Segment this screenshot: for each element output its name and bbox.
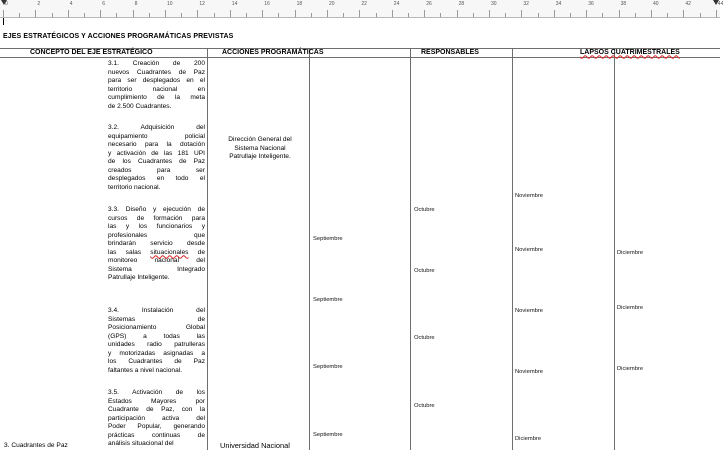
text-cursor bbox=[3, 18, 4, 25]
paragraph-line: análisis situacional del bbox=[108, 440, 174, 447]
schedule-cell-diciembre[interactable]: Diciembre bbox=[617, 305, 644, 311]
paragraph-line: Sistemas de bbox=[108, 315, 205, 323]
ruler-tick bbox=[586, 10, 587, 17]
schedule-cell-septiembre[interactable]: Septiembre bbox=[313, 364, 343, 370]
column-divider bbox=[309, 48, 310, 450]
ruler-tick bbox=[19, 13, 20, 17]
paragraph-line: nuevos Cuadrantes de Paz bbox=[108, 68, 205, 76]
paragraph-line: equipamiento policial bbox=[108, 132, 205, 140]
ruler-tick bbox=[667, 13, 668, 17]
ruler-tick bbox=[327, 10, 328, 17]
ruler-tick bbox=[700, 13, 701, 17]
responsable-direccion[interactable]: Dirección General del Sistema Nacional Patrullaje Inteligente. bbox=[228, 136, 292, 160]
ruler-tick bbox=[52, 13, 53, 17]
paragraph-line: 3.4. Instalación del bbox=[108, 307, 205, 314]
paragraph-line: 3.5. Activación de los bbox=[108, 389, 205, 396]
ruler[interactable] bbox=[0, 0, 723, 18]
paragraph-line: las y los funcionarios y bbox=[108, 223, 205, 230]
ruler-tick bbox=[295, 10, 296, 17]
ruler-tick bbox=[408, 13, 409, 17]
ruler-tick bbox=[343, 13, 344, 17]
section-heading: EJES ESTRATÉGICOS Y ACCIONES PROGRAMÁTICAS PREVISTAS bbox=[3, 33, 234, 40]
column-header-lapsos: LAPSOS CUATRIMESTRALES bbox=[580, 48, 680, 56]
ruler-tick bbox=[635, 13, 636, 17]
paragraph-line: Sistema Integrado bbox=[108, 265, 205, 273]
paragraph-line: cursos de formación para bbox=[108, 214, 205, 222]
paragraph-line: (GPS) a todas las bbox=[108, 332, 205, 340]
schedule-cell-noviembre[interactable]: Noviembre bbox=[515, 369, 544, 375]
paragraph-line: y activación de las 181 UPI bbox=[108, 149, 205, 157]
ruler-label: 12 bbox=[199, 1, 205, 7]
column-header-responsables: RESPONSABLES bbox=[421, 48, 479, 56]
paragraph-line: los Cuadrantes de Paz bbox=[108, 358, 205, 365]
paragraph-line: prácticas continuas de bbox=[108, 431, 205, 439]
schedule-cell-noviembre[interactable]: Noviembre bbox=[515, 193, 544, 199]
ruler-label: 34 bbox=[555, 1, 562, 7]
ruler-tick bbox=[619, 10, 620, 17]
ruler-label: 20 bbox=[329, 1, 335, 7]
column-divider bbox=[410, 48, 411, 450]
schedule-cell-noviembre[interactable]: Noviembre bbox=[515, 308, 544, 314]
ruler-label: 14 bbox=[231, 1, 238, 7]
ruler-tick bbox=[376, 13, 377, 17]
ruler-label: 32 bbox=[523, 1, 529, 7]
ruler-tick bbox=[116, 13, 117, 17]
paragraph-line: monitoreo nacional del bbox=[108, 257, 205, 264]
ruler-tick bbox=[489, 10, 490, 17]
column-header-acciones: ACCIONES PROGRAMÁTICAS bbox=[222, 48, 324, 56]
ruler-tick bbox=[100, 10, 101, 17]
schedule-cell-octubre[interactable]: Octubre bbox=[414, 335, 435, 341]
ruler-label: 38 bbox=[620, 1, 627, 7]
ruler-tick bbox=[262, 10, 263, 17]
ruler-label: 44 bbox=[717, 1, 723, 7]
ruler-tick bbox=[278, 13, 279, 17]
ruler-label: 22 bbox=[361, 1, 367, 7]
paragraph-line: Posicionamiento Global bbox=[108, 324, 205, 331]
ruler-label: 0 bbox=[5, 1, 8, 7]
ruler-tick bbox=[570, 13, 571, 17]
schedule-cell-octubre[interactable]: Octubre bbox=[414, 268, 435, 274]
paragraph-line: 3.3. Diseño y ejecución de bbox=[108, 206, 205, 213]
ruler-tick bbox=[359, 10, 360, 17]
schedule-cell-diciembre[interactable]: Diciembre bbox=[515, 436, 542, 442]
paragraph-line: participación activa del bbox=[108, 414, 205, 422]
ruler-label: 30 bbox=[491, 1, 497, 7]
ruler-label: 42 bbox=[685, 1, 691, 7]
ruler-tick bbox=[311, 13, 312, 17]
schedule-cell-septiembre[interactable]: Septiembre bbox=[313, 297, 343, 303]
ruler-label: 6 bbox=[102, 1, 105, 7]
schedule-cell-noviembre[interactable]: Noviembre bbox=[515, 247, 544, 253]
ruler-tick bbox=[3, 10, 4, 17]
ruler-tick bbox=[230, 10, 231, 17]
ruler-tick bbox=[214, 13, 215, 17]
schedule-cell-octubre[interactable]: Octubre bbox=[414, 207, 435, 213]
action-3-1[interactable] bbox=[108, 60, 205, 111]
ruler-tick bbox=[602, 13, 603, 17]
paragraph-line: unidades radio patrulleras bbox=[108, 341, 205, 348]
ruler-tick bbox=[181, 13, 182, 17]
ruler-tick bbox=[35, 10, 36, 17]
paragraph-line: Estados Mayores por bbox=[108, 397, 205, 405]
paragraph-line: las salas situacionales de bbox=[108, 248, 205, 256]
paragraph-line: Poder Popular, generando bbox=[108, 423, 205, 430]
paragraph-line: Cuadrante de Paz, con la bbox=[108, 406, 205, 413]
schedule-cell-septiembre[interactable]: Septiembre bbox=[313, 236, 343, 242]
action-3-2[interactable] bbox=[108, 124, 205, 192]
paragraph-line: para ser desplegados en el bbox=[108, 77, 205, 84]
ruler-tick bbox=[68, 10, 69, 17]
ruler-tick bbox=[683, 10, 684, 17]
paragraph-line: Patrullaje Inteligente. bbox=[108, 274, 170, 281]
paragraph-line: y motorizadas asignadas a bbox=[108, 349, 205, 357]
ruler-tick bbox=[133, 10, 134, 17]
ruler-label: 40 bbox=[653, 1, 659, 7]
header-bottom-border bbox=[0, 57, 720, 58]
ruler-tick bbox=[392, 10, 393, 17]
paragraph-line: cumplimiento de la meta bbox=[108, 94, 205, 101]
ruler-tick bbox=[246, 13, 247, 17]
ruler-tick bbox=[505, 13, 506, 17]
action-3-5[interactable] bbox=[108, 389, 205, 449]
ruler-tick bbox=[538, 13, 539, 17]
ruler-tick bbox=[651, 10, 652, 17]
paragraph-line: territorio nacional en bbox=[108, 85, 205, 93]
ruler-tick bbox=[554, 10, 555, 17]
paragraph-line: necesario para la dotación bbox=[108, 141, 205, 148]
schedule-cell-septiembre[interactable]: Septiembre bbox=[313, 432, 343, 438]
paragraph-line: creados para ser bbox=[108, 166, 205, 174]
ruler-tick bbox=[473, 13, 474, 17]
ruler-label: 2 bbox=[37, 1, 41, 7]
action-3-4[interactable] bbox=[108, 307, 205, 375]
ruler-label: 4 bbox=[69, 1, 73, 7]
paragraph-line: desplegados en todo el bbox=[108, 175, 205, 182]
ruler-label: 18 bbox=[296, 1, 303, 7]
schedule-cell-diciembre[interactable]: Diciembre bbox=[617, 366, 644, 372]
schedule-cell-diciembre[interactable]: Diciembre bbox=[617, 250, 644, 256]
ruler-label: 10 bbox=[167, 1, 173, 7]
schedule-cell-octubre[interactable]: Octubre bbox=[414, 403, 435, 409]
paragraph-line: de los Cuadrantes de Paz bbox=[108, 158, 205, 165]
column-header-concepto: CONCEPTO DEL EJE ESTRATÉGICO bbox=[30, 48, 153, 56]
column-divider bbox=[207, 48, 208, 450]
paragraph-line: 3.2. Adquisición del bbox=[108, 124, 205, 131]
ruler-label: 28 bbox=[458, 1, 465, 7]
paragraph-line: territorio nacional. bbox=[108, 183, 161, 191]
responsable-universidad[interactable]: Universidad Nacional bbox=[220, 441, 290, 450]
ruler-tick bbox=[84, 13, 85, 17]
concept-cuadrantes[interactable]: 3. Cuadrantes de Paz bbox=[4, 442, 68, 449]
ruler-label: 36 bbox=[588, 1, 594, 7]
column-divider bbox=[614, 48, 615, 450]
ruler-tick bbox=[197, 10, 198, 17]
ruler-label: 26 bbox=[426, 1, 432, 7]
ruler-tick bbox=[149, 13, 150, 17]
ruler-tick bbox=[440, 13, 441, 17]
ruler-tick bbox=[457, 10, 458, 17]
paragraph-line: profesionales que bbox=[108, 231, 205, 239]
ruler-label: 24 bbox=[393, 1, 400, 7]
ruler-tick bbox=[424, 10, 425, 17]
paragraph-line: 3.1. Creación de 200 bbox=[108, 60, 205, 67]
ruler-label: 8 bbox=[134, 1, 138, 7]
column-divider bbox=[512, 48, 513, 450]
action-3-3[interactable] bbox=[108, 206, 205, 283]
paragraph-line: brindarán servicio desde bbox=[108, 240, 205, 247]
ruler-tick bbox=[521, 10, 522, 17]
ruler-tick bbox=[716, 10, 717, 17]
ruler-label: 16 bbox=[264, 1, 270, 7]
paragraph-line: faltantes a nivel nacional. bbox=[108, 366, 183, 374]
ruler-tick bbox=[165, 10, 166, 17]
paragraph-line: de 2.500 Cuadrantes. bbox=[108, 102, 172, 110]
